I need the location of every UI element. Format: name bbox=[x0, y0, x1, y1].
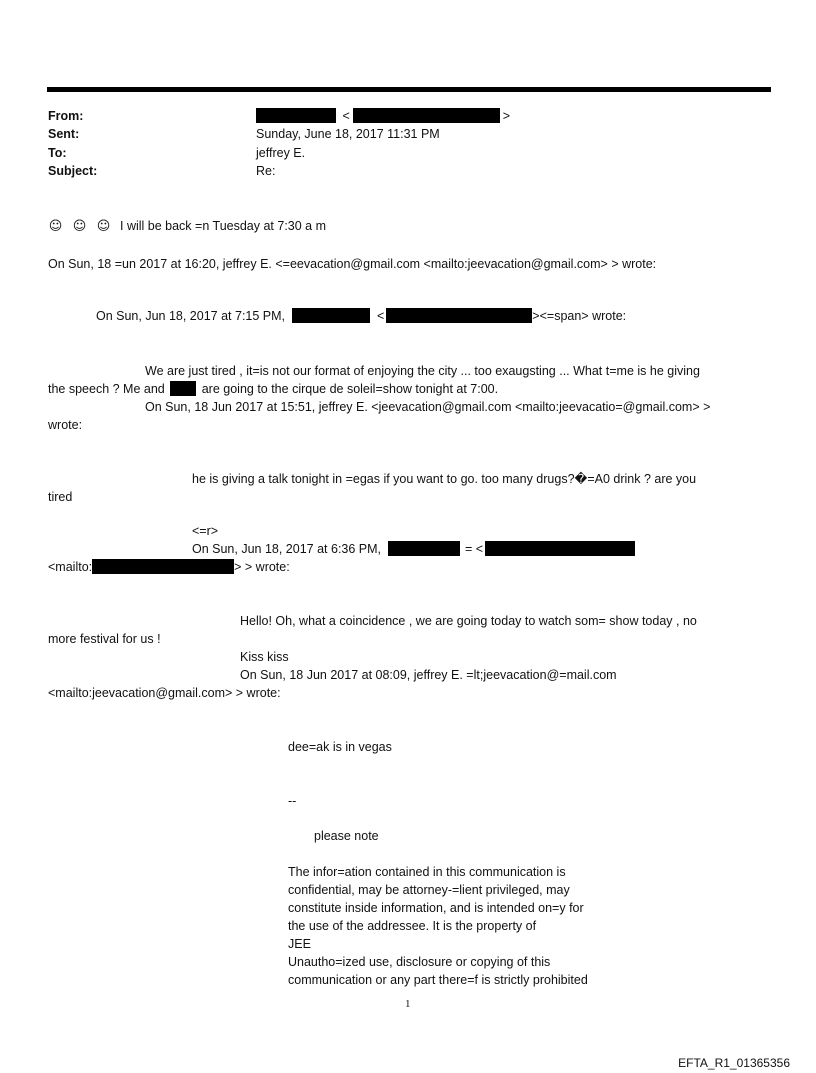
redacted-name bbox=[388, 541, 460, 556]
msg2-line1: We are just tired , it=is not our format of enjoying the city ... too exaugsting ... What t=me is he giving bbox=[145, 364, 700, 378]
disclaimer-line: confidential, may be attorney-=lient privileged, may bbox=[288, 883, 570, 897]
from-value: < > bbox=[256, 107, 510, 125]
disclaimer-line: Unautho=ized use, disclosure or copying of this bbox=[288, 955, 551, 969]
redacted-name bbox=[292, 308, 370, 323]
msg5-line1: dee=ak is in vegas bbox=[288, 740, 392, 754]
msg4-line3: Kiss kiss bbox=[240, 650, 289, 664]
subject-value: Re: bbox=[256, 164, 276, 178]
quote1-header: On Sun, 18 =un 2017 at 16:20, jeffrey E. <=eevacation@gmail.com <mailto:jeevacation@gmail.com> > wrote: bbox=[48, 257, 657, 271]
disclaimer-line: communication or any part there=f is strictly prohibited bbox=[288, 973, 588, 987]
quote5-line2: <mailto:jeevacation@gmail.com> > wrote: bbox=[48, 686, 281, 700]
quote4-mailto: <mailto: > > wrote: bbox=[48, 560, 290, 574]
msg4-line2: more festival for us ! bbox=[48, 632, 161, 646]
redacted-email bbox=[485, 541, 635, 556]
sent-value: Sunday, June 18, 2017 11:31 PM bbox=[256, 127, 440, 141]
quote2-header: On Sun, Jun 18, 2017 at 7:15 PM, < ><=span> wrote: bbox=[96, 309, 627, 323]
quote3-wrote: wrote: bbox=[48, 418, 83, 432]
msg3-line1: he is giving a talk tonight in =egas if you want to go. too many drugs?�=A0 drink ? are you bbox=[192, 472, 697, 486]
quote4-header: On Sun, Jun 18, 2017 at 6:36 PM, = < bbox=[192, 540, 635, 558]
redacted-email bbox=[92, 559, 234, 574]
disclaimer-line: the use of the addressee. It is the property of bbox=[288, 919, 537, 933]
msg3-line2: tired bbox=[48, 490, 73, 504]
reply-line: ☺ ☺ ☺ I will be back =n Tuesday at 7:30 a m bbox=[48, 219, 327, 234]
smiley-icon: ☺ bbox=[48, 219, 63, 234]
sent-label: Sent: bbox=[48, 127, 80, 141]
disclaimer-line: JEE bbox=[288, 937, 311, 951]
to-label: To: bbox=[48, 146, 67, 160]
disclaimer-block bbox=[288, 863, 588, 989]
from-label: From: bbox=[48, 109, 84, 123]
quote3-header: On Sun, 18 Jun 2017 at 15:51, jeffrey E. <jeevacation@gmail.com <mailto:jeevacatio=@gmail.com> > bbox=[145, 400, 711, 414]
smiley-icon: ☺ bbox=[72, 219, 87, 234]
fragment-r: <=r> bbox=[192, 524, 219, 538]
redacted-name bbox=[170, 381, 196, 396]
redacted-sender-name bbox=[256, 108, 336, 123]
msg2-line2: the speech ? Me and are going to the cirque de soleil=show tonight at 7:00. bbox=[48, 382, 499, 396]
redacted-email bbox=[386, 308, 532, 323]
redacted-sender-email bbox=[353, 108, 500, 123]
subject-label: Subject: bbox=[48, 164, 98, 178]
quote5-header: On Sun, 18 Jun 2017 at 08:09, jeffrey E. =lt;jeevacation@=mail.com bbox=[240, 668, 617, 682]
signature-dashes: -- bbox=[288, 794, 297, 808]
header-rule bbox=[47, 87, 771, 92]
signature-note: please note bbox=[314, 829, 379, 843]
smiley-icon: ☺ bbox=[96, 219, 111, 234]
to-value: jeffrey E. bbox=[256, 146, 306, 160]
disclaimer-line: The infor=ation contained in this communication is bbox=[288, 865, 566, 879]
disclaimer-line: constitute inside information, and is intended on=y for bbox=[288, 901, 584, 915]
page-number: 1 bbox=[405, 998, 411, 1010]
document-id: EFTA_R1_01365356 bbox=[678, 1056, 790, 1070]
msg4-line1: Hello! Oh, what a coincidence , we are going today to watch som= show today , no bbox=[240, 614, 697, 628]
